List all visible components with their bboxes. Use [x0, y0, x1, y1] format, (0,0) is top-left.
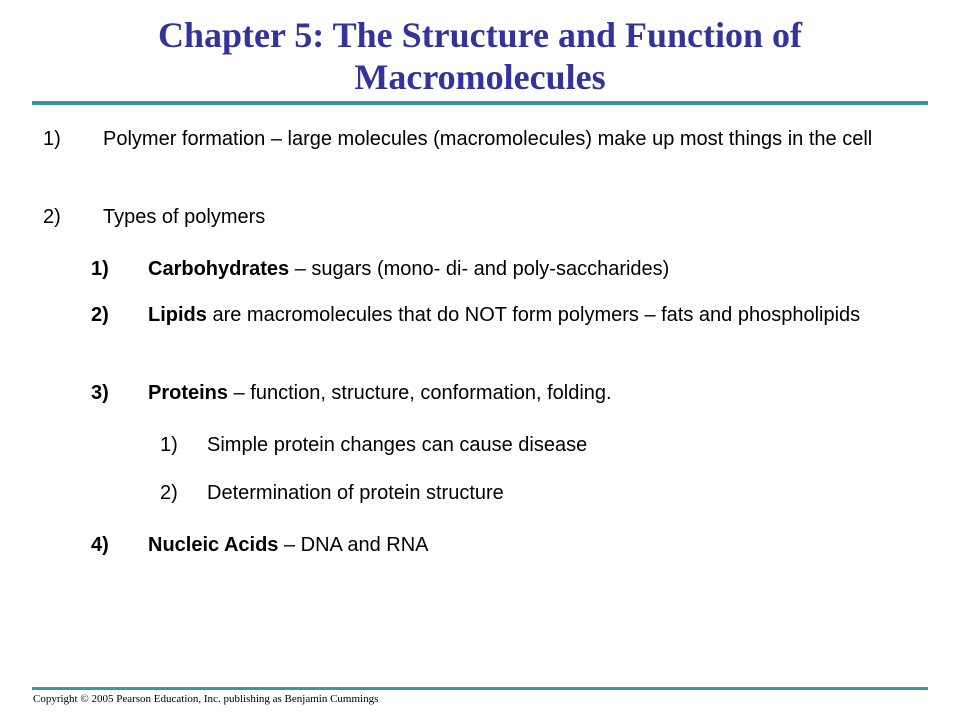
list-item [0, 382, 888, 404]
item-term: Lipids [148, 304, 207, 326]
item-number: 4) [91, 534, 109, 556]
item-term: Proteins [148, 382, 229, 404]
list-item [0, 128, 960, 150]
item-text: Types of polymers [103, 206, 266, 228]
list-item [0, 534, 888, 556]
title-divider [32, 101, 928, 105]
item-number: 1) [91, 258, 109, 280]
item-number: 2) [91, 304, 109, 326]
list-item [0, 206, 883, 228]
list-item [0, 434, 907, 456]
footer-divider [32, 687, 928, 690]
copyright-footer: Copyright © 2005 Pearson Education, Inc. publishing as Benjamin Cummings [33, 693, 379, 705]
item-text: are macromolecules that do NOT form polymers – fats and phospholipids [206, 304, 861, 326]
item-number: 3) [91, 382, 109, 404]
item-text: Polymer formation – large molecules (macromolecules) make up most things in the cell [103, 128, 873, 150]
list-item [0, 258, 888, 280]
item-term: Nucleic Acids [148, 534, 279, 556]
item-text: Determination of protein structure [207, 482, 504, 504]
item-number: 1) [160, 434, 178, 456]
slide-title: Chapter 5: The Structure and Function of Macromolecules [157, 15, 803, 97]
item-text: – sugars (mono- di- and poly-saccharides) [289, 258, 670, 280]
item-number: 1) [43, 128, 61, 150]
item-term: Carbohydrates [148, 258, 290, 280]
list-item [0, 482, 907, 504]
list-item [0, 304, 888, 326]
item-number: 2) [43, 206, 61, 228]
bullet-outline [0, 128, 960, 556]
item-number: 2) [160, 482, 178, 504]
item-text: – function, structure, conformation, folding. [228, 382, 612, 404]
item-text: – DNA and RNA [278, 534, 429, 556]
item-text: Simple protein changes can cause disease [207, 434, 588, 456]
